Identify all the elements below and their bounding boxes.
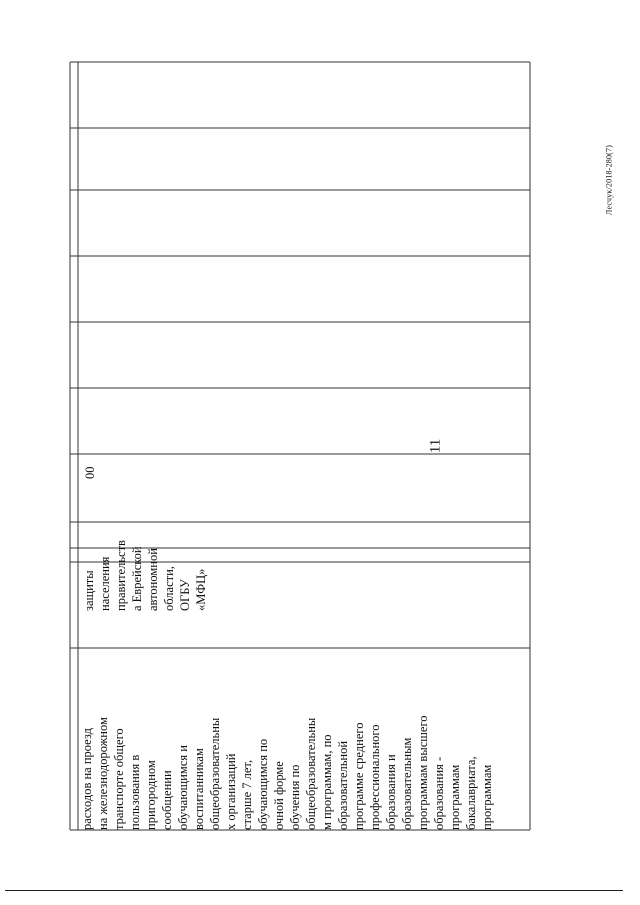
description-line: м программам, по [320,734,334,830]
description-line: бакалавриата, [464,756,478,830]
description-line: общеобразовательны [208,717,222,830]
bottom-rule [5,890,623,891]
description-line: программам [480,764,494,830]
description-line: пользования в [128,754,142,830]
description-line: общеобразовательны [304,717,318,830]
responsible-line: защиты [82,570,96,611]
responsible-line: области, [162,566,176,611]
cell-responsible [81,540,209,611]
responsible-line: правительств [114,540,128,611]
description-line: на железнодорожном [96,717,110,830]
description-line: образовательной [336,740,350,830]
cell-description [79,715,495,830]
responsible-line: автономной [146,548,160,611]
document-code: Лесчук/2018-280(7) [604,144,614,216]
description-line: расходов на проезд [80,728,94,830]
responsible-line: населения [98,556,112,611]
description-line: образовательным [400,737,414,830]
description-line: обучающимся по [256,738,270,830]
description-line: х организаций [224,753,238,830]
description-line: старше 7 лет, [240,759,254,830]
description-line: программе среднего [352,722,366,830]
code-value: 00 [83,466,97,479]
description-line: профессионального [368,724,382,830]
description-line: программам высшего [416,715,430,830]
page-number: 11 [427,438,444,454]
description-line: очной форме [272,761,286,830]
description-line: обучающимся и [176,745,190,830]
description-line: воспитанникам [192,748,206,830]
responsible-line: а Еврейской [130,546,144,611]
description-line: программам [448,764,462,830]
description-line: обучения по [288,764,302,830]
description-line: пригородном [144,760,158,830]
description-line: сообщении [160,770,174,830]
description-line: образования и [384,754,398,830]
responsible-line: «МФЦ» [194,568,208,611]
description-line: транспорте общего [112,728,126,830]
description-line: образования - [432,756,446,830]
responsible-line: ОГБУ [178,579,192,611]
cell-code [82,467,98,480]
